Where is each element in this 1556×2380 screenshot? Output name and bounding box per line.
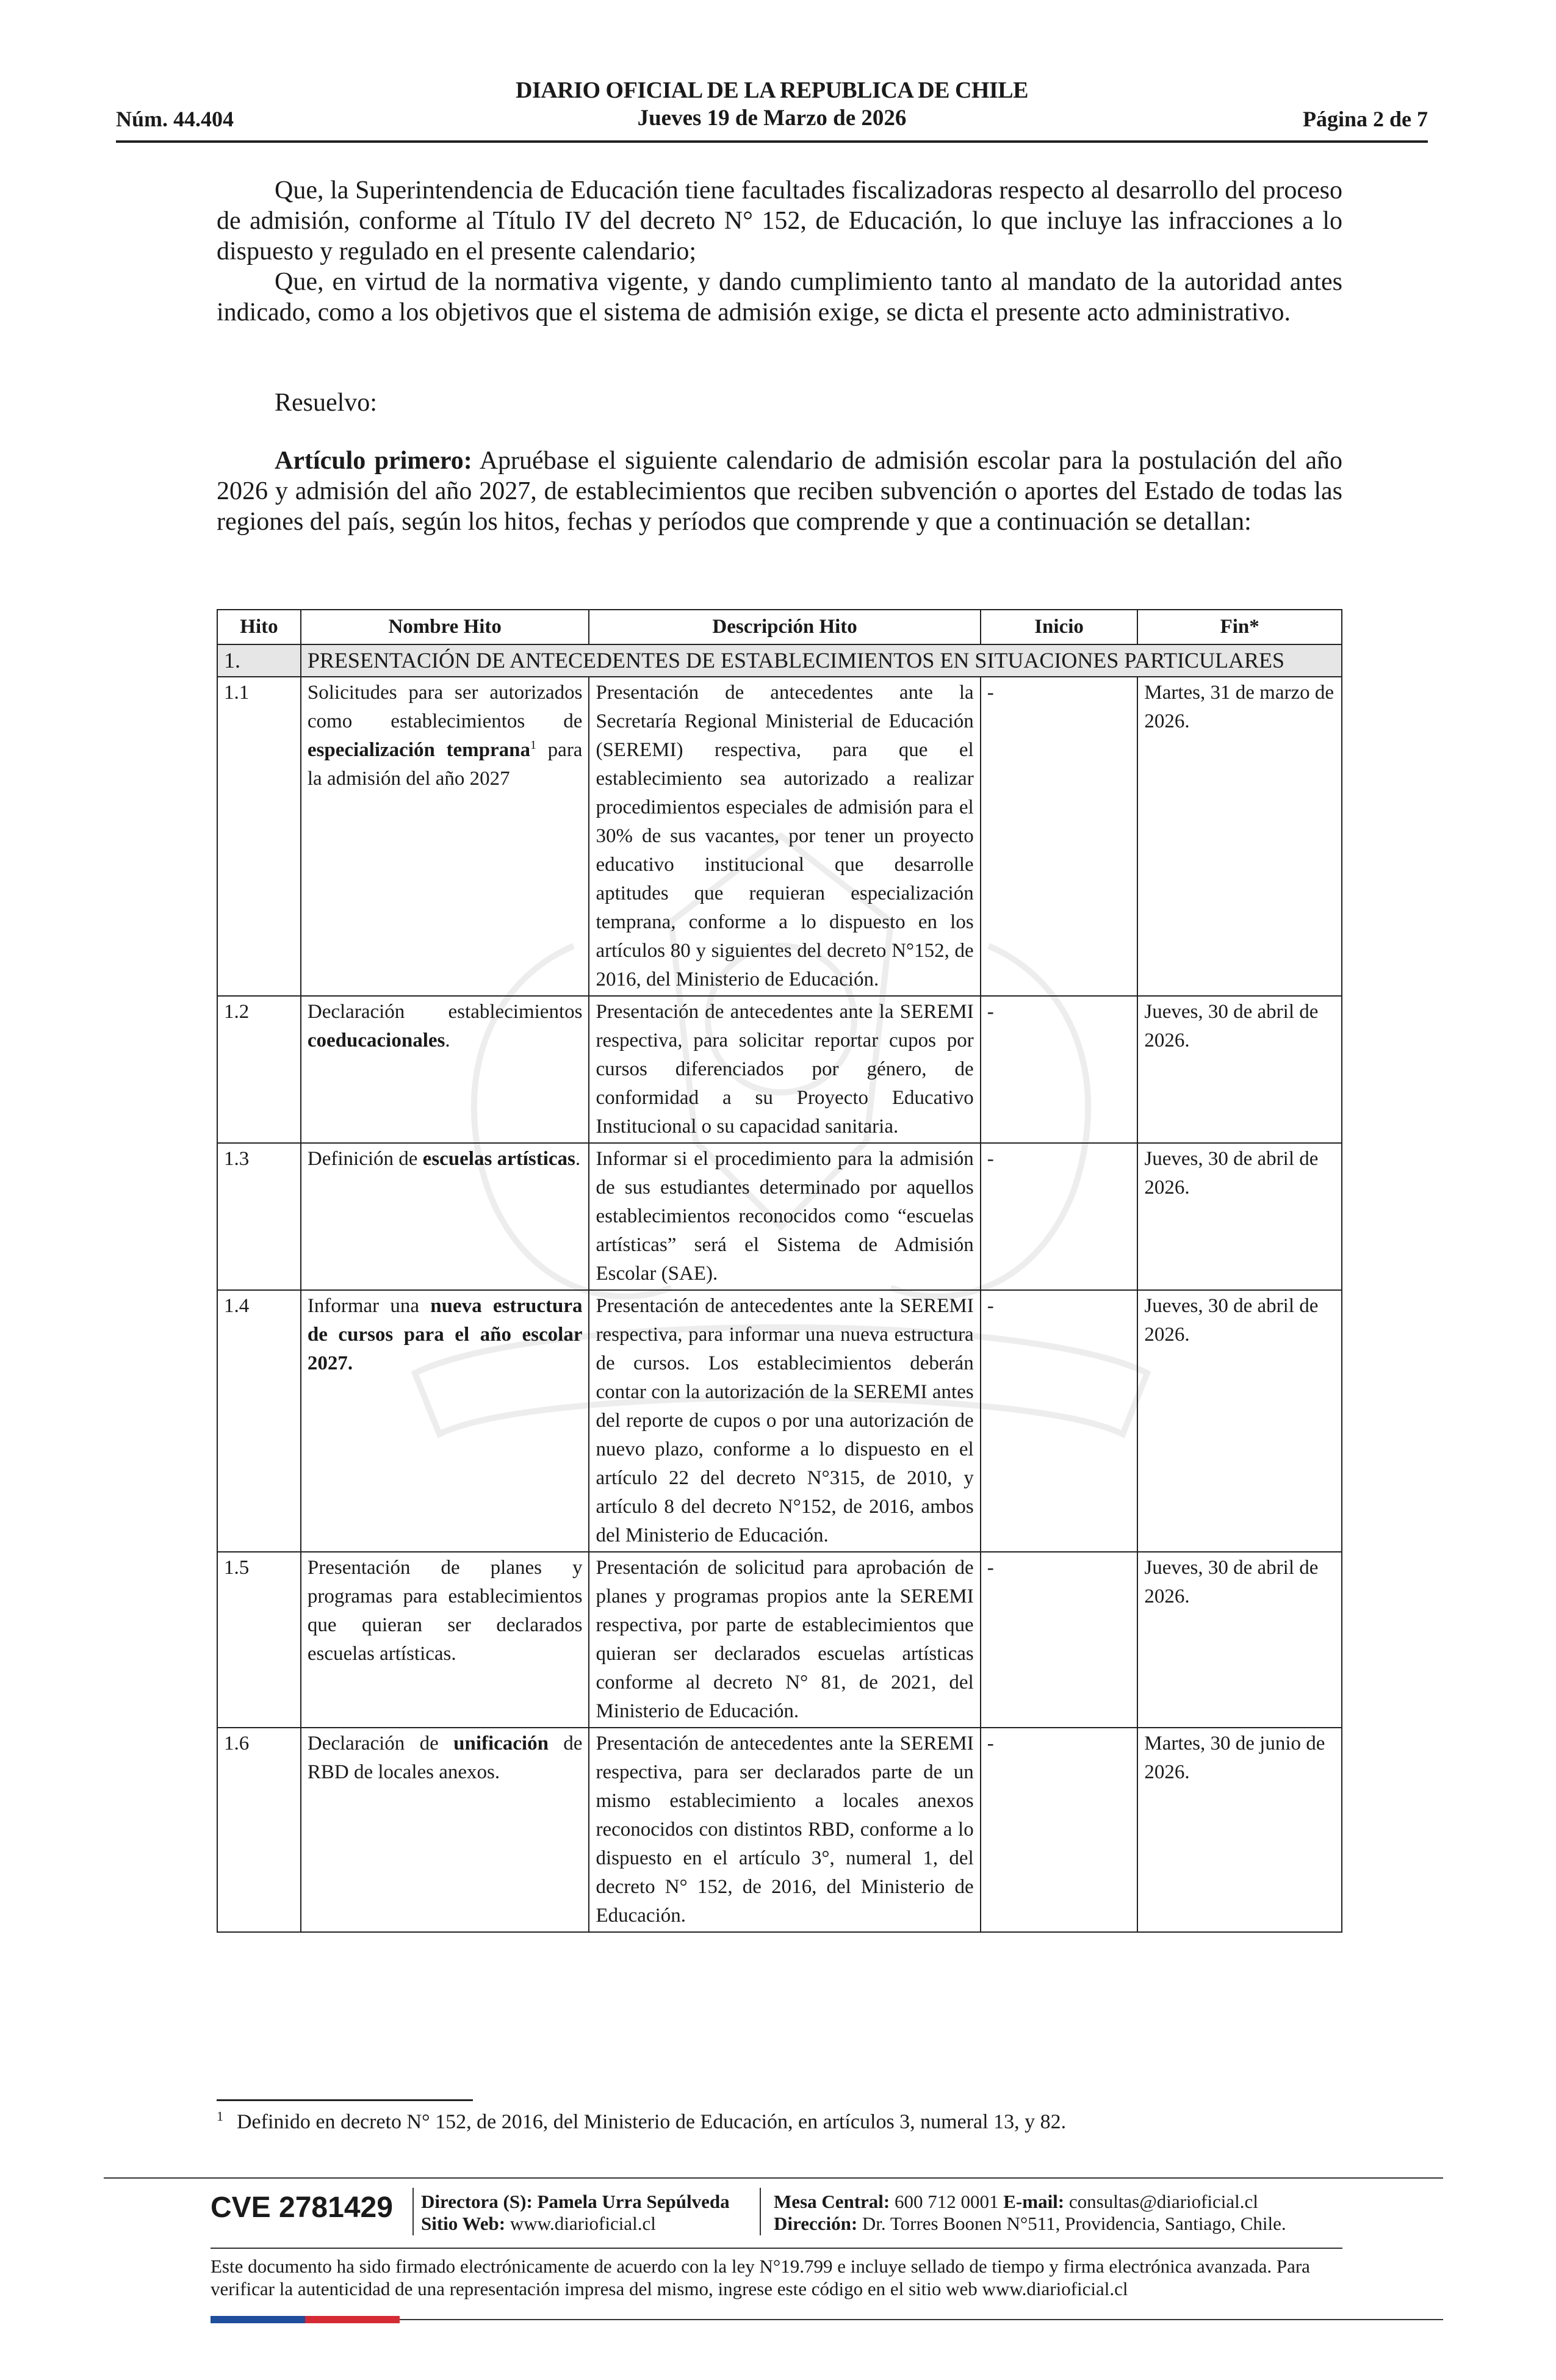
phone-label: Mesa Central:	[774, 2191, 890, 2212]
hito-start: -	[981, 996, 1138, 1143]
footer-separator	[412, 2188, 414, 2235]
hito-description: Presentación de antecedentes ante la SEREMI respectiva, para informar una nueva estructura de cursos. Los establecimientos deberán contar con la autorización de la SEREMI antes del reporte de cupos o por una autorización de nuevo plazo, conforme a lo dispuesto en el artículo 22 del decreto N°315, de 2010, y artículo 8 del decreto N°152, de 2016, ambos del Ministerio de Educación.	[589, 1290, 980, 1552]
hito-description: Presentación de antecedentes ante la SEREMI respectiva, para solicitar reportar cupos por cursos diferenciados por género, de conformidad a su Proyecto Educativo Institucional o su capacidad sanitaria.	[589, 996, 980, 1143]
hito-name-part: nueva estructura de cursos para el año escolar 2027.	[307, 1295, 583, 1374]
column-header: Descripción Hito	[589, 610, 980, 644]
hito-name	[301, 1143, 589, 1290]
hito-description: Presentación de solicitud para aprobación de planes y programas propios ante la SEREMI respectiva, por parte de establecimientos que quieran ser declarados escuelas artísticas conforme al decreto N° 81, de 2021, del Ministerio de Educación.	[589, 1552, 980, 1728]
footer-contact-block	[774, 2191, 1286, 2235]
hito-description: Presentación de antecedentes ante la Secretaría Regional Ministerial de Educación (SEREMI) respectiva, para que el establecimiento sea autorizado a realizar procedimientos especiales de admisión para el 30% de sus vacantes, por tener un proyecto educativo institucional que desarrolle aptitudes que requieran especialización temprana, conforme a lo dispuesto en los artículos 80 y siguientes del decreto N°152, de 2016, del Ministerio de Educación.	[589, 677, 980, 996]
hito-name	[301, 1728, 589, 1932]
hito-name-part: .	[575, 1148, 581, 1170]
hito-name-part: para la admisión del año 2027	[307, 739, 583, 790]
table-row	[217, 677, 1342, 996]
hito-name-part: escuelas artísticas	[422, 1148, 575, 1170]
website-label: Sitio Web:	[421, 2213, 506, 2234]
hito-number: 1.5	[217, 1552, 301, 1728]
footer-divider	[400, 2319, 1443, 2320]
hito-start: -	[981, 677, 1138, 996]
footnote-mark: 1	[217, 2108, 223, 2124]
hito-name	[301, 677, 589, 996]
resolution-heading	[217, 388, 1342, 418]
section-number: 1.	[217, 644, 301, 677]
article-text: Apruébase el siguiente calendario de admisión escolar para la postulación del año 2026 y admisión del año 2027, de establecimientos que reciben subvención o aportes del Estado de todas las regiones del país, según los hitos, fechas y períodos que comprende y que a continuación se detallan:	[217, 447, 1342, 536]
section-title: PRESENTACIÓN DE ANTECEDENTES DE ESTABLECIMIENTOS EN SITUACIONES PARTICULARES	[301, 644, 1342, 677]
hito-number: 1.1	[217, 677, 301, 996]
footnote	[217, 2108, 1066, 2133]
column-header: Nombre Hito	[301, 610, 589, 644]
hito-name-part: Presentación de planes y programas para establecimientos que quieran ser declarados escuelas artísticas.	[307, 1557, 583, 1665]
table-row	[217, 1552, 1342, 1728]
email-label: E-mail:	[1003, 2191, 1065, 2212]
article-paragraph	[217, 445, 1342, 537]
masthead	[116, 77, 1428, 131]
footnote-text: Definido en decreto N° 152, de 2016, del Ministerio de Educación, en artículos 3, numeral 13, y 82.	[237, 2110, 1067, 2133]
hito-end: Jueves, 30 de abril de 2026.	[1137, 1552, 1342, 1728]
page-header	[116, 73, 1428, 143]
hito-name	[301, 996, 589, 1143]
hito-end: Jueves, 30 de abril de 2026.	[1137, 1143, 1342, 1290]
address-value: Dr. Torres Boonen N°511, Providencia, Santiago, Chile.	[857, 2213, 1286, 2234]
hito-end: Jueves, 30 de abril de 2026.	[1137, 996, 1342, 1143]
hito-name-part: Solicitudes para ser autorizados como establecimientos de	[307, 682, 583, 732]
director-name: Pamela Urra Sepúlveda	[532, 2191, 730, 2212]
hito-name-part: de RBD de locales anexos.	[307, 1733, 583, 1783]
hito-start: -	[981, 1143, 1138, 1290]
hito-name-part: Declaración de	[307, 1733, 454, 1754]
column-header: Inicio	[981, 610, 1138, 644]
paragraph	[217, 445, 1342, 537]
phone-number: 600 712 0001	[890, 2191, 1004, 2212]
cve-code: CVE 2781429	[211, 2191, 393, 2224]
section-row	[217, 644, 1342, 677]
paragraph: Resuelvo:	[275, 389, 377, 417]
table-row	[217, 1728, 1342, 1932]
article-label: Artículo primero:	[275, 447, 472, 475]
hito-number: 1.2	[217, 996, 301, 1143]
paragraph: Que, la Superintendencia de Educación tiene facultades fiscalizadoras respecto al desarrollo del proceso de admisión, conforme al Título IV del decreto N° 152, de Educación, lo que incluye las infracciones a lo dispuesto y regulado en el presente calendario;	[217, 176, 1342, 265]
table-row	[217, 996, 1342, 1143]
hito-name-part: Definición de	[307, 1148, 423, 1170]
footer-divider	[104, 2177, 1443, 2179]
admission-calendar-table	[217, 609, 1342, 1933]
hito-description: Presentación de antecedentes ante la SEREMI respectiva, para ser declarados parte de un mismo establecimiento a locales anexos reconocidos con distintos RBD, conforme a lo dispuesto en el artículo 3°, numeral 1, del decreto N° 152, de 2016, del Ministerio de Educación.	[589, 1728, 980, 1932]
hito-number: 1.4	[217, 1290, 301, 1552]
hito-number: 1.6	[217, 1728, 301, 1932]
hito-number: 1.3	[217, 1143, 301, 1290]
footer-divider	[211, 2248, 1342, 2249]
hito-name	[301, 1552, 589, 1728]
hito-name-part: Informar una	[307, 1295, 431, 1317]
email-link[interactable]: consultas@diarioficial.cl	[1064, 2191, 1258, 2212]
issue-number: Núm. 44.404	[116, 107, 234, 131]
table-header-row	[217, 610, 1342, 644]
hito-description: Informar si el procedimiento para la admisión de sus estudiantes determinado por aquellos establecimientos reconocidos como “escuelas artísticas” será el Sistema de Admisión Escolar (SAE).	[589, 1143, 980, 1290]
legal-notice: Este documento ha sido firmado electrónicamente de acuerdo con la ley N°19.799 e incluye sellado de tiempo y firma electrónica avanzada. Para verificar la autenticidad de una representación impresa del mismo, ingrese este código en el sitio web www.diarioficial.cl	[211, 2256, 1310, 2299]
column-header: Fin*	[1137, 610, 1342, 644]
column-header: Hito	[217, 610, 301, 644]
flag-stripe	[211, 2316, 400, 2323]
hito-start: -	[981, 1728, 1138, 1932]
hito-name-part: 1	[530, 738, 536, 752]
hito-end: Martes, 30 de junio de 2026.	[1137, 1728, 1342, 1932]
hito-start: -	[981, 1290, 1138, 1552]
paragraph: Que, en virtud de la normativa vigente, y dando cumplimiento tanto al mandato de la autoridad antes indicado, como a los objetivos que el sistema de admisión exige, se dicta el presente acto administrativo.	[217, 268, 1342, 326]
director-label: Directora (S):	[421, 2191, 533, 2212]
hito-end: Jueves, 30 de abril de 2026.	[1137, 1290, 1342, 1552]
footnote-divider	[217, 2099, 473, 2101]
address-label: Dirección:	[774, 2213, 858, 2234]
hito-end: Martes, 31 de marzo de 2026.	[1137, 677, 1342, 996]
footer-separator	[760, 2188, 761, 2235]
page-indicator: Página 2 de 7	[1302, 107, 1428, 131]
preamble-paragraphs	[217, 175, 1342, 328]
issue-date: Jueves 19 de Marzo de 2026	[637, 106, 907, 131]
hito-name-part: unificación	[453, 1733, 549, 1754]
hito-name-part: .	[445, 1030, 450, 1051]
hito-start: -	[981, 1552, 1138, 1728]
website-link[interactable]: www.diarioficial.cl	[505, 2213, 656, 2234]
hito-name	[301, 1290, 589, 1552]
masthead-title: DIARIO OFICIAL DE LA REPUBLICA DE CHILE	[516, 78, 1028, 103]
table-row	[217, 1143, 1342, 1290]
hito-name-part: Declaración establecimientos	[307, 1001, 583, 1023]
footer-director-block	[421, 2191, 730, 2235]
table-row	[217, 1290, 1342, 1552]
hito-name-part: coeducacionales	[307, 1030, 445, 1051]
hito-name-part: especialización temprana	[307, 739, 530, 761]
